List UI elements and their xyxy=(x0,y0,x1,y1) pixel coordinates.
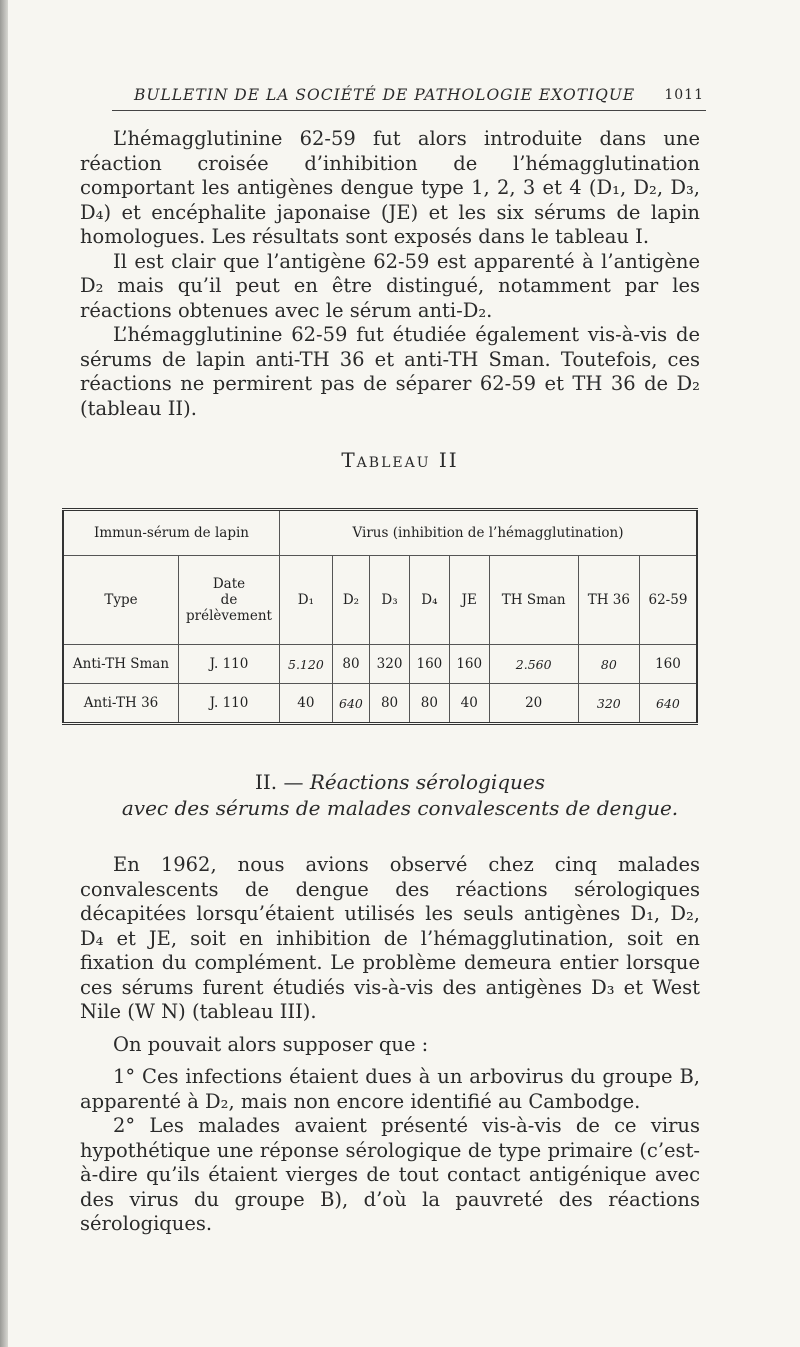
cell-value: 160 xyxy=(639,645,697,684)
cell-value: 160 xyxy=(449,645,489,684)
col-header-virus: D₃ xyxy=(370,556,410,645)
cell-value: 2.560 xyxy=(489,645,578,684)
cell-value: 320 xyxy=(370,645,410,684)
cell-value: 80 xyxy=(578,645,639,684)
cell-type: Anti-TH 36 xyxy=(63,684,179,724)
col-header-type: Type xyxy=(63,556,179,645)
table-row xyxy=(63,645,697,684)
paragraph: Il est clair que l’antigène 62-59 est apparenté à l’antigène D₂ mais qu’il peut en être distingué, notamment par les réactions obtenues avec le sérum anti-D₂. xyxy=(80,249,700,322)
cell-date: J. 110 xyxy=(179,684,280,724)
cell-value: 80 xyxy=(370,684,410,724)
cell-value: 20 xyxy=(489,684,578,724)
cell-value: 40 xyxy=(449,684,489,724)
col-header-date-line: prélèvement xyxy=(186,608,272,624)
col-header-date-line: de xyxy=(220,592,238,608)
col-header-virus: TH Sman xyxy=(489,556,578,645)
journal-title: BULLETIN DE LA SOCIÉTÉ DE PATHOLOGIE EXOTIQUE xyxy=(134,86,636,104)
paragraph: En 1962, nous avions observé chez cinq malades convalescents de dengue des réactions sérologiques décapitées lorsqu’étaient utilisés les seuls antigènes D₁, D₂, D₄ et JE, soit en inhibition de l’hémagglutination, soit en fixation du complément. Le problème demeura entier lorsque ces sérums furent étudiés vis-à-vis des antigènes D₃ et West Nile (W N) (tableau III). xyxy=(80,853,700,1023)
col-header-virus: TH 36 xyxy=(578,556,639,645)
table-title: Tableau II xyxy=(341,448,459,472)
paragraph: 2° Les malades avaient présenté vis-à-vis de ce virus hypothétique une réponse sérologique de type primaire (c’est-à-dire qu’ils étaient vierges de tout contact antigénique avec des virus du groupe B), d’où la pauvreté des réactions sérologiques. xyxy=(80,1114,700,1235)
cell-value: 160 xyxy=(409,645,449,684)
group-header-serum: Immun-sérum de lapin xyxy=(63,510,280,556)
cell-value: 640 xyxy=(332,684,369,724)
text-block-top xyxy=(80,127,700,421)
cell-type: Anti-TH Sman xyxy=(63,645,179,684)
section-number: II. — xyxy=(255,770,304,794)
col-header-virus: D₄ xyxy=(409,556,449,645)
paragraph: L’hémagglutinine 62-59 fut étudiée également vis-à-vis de sérums de lapin anti-TH 36 et anti-TH Sman. Toutefois, ces réactions ne permirent pas de séparer 62-59 et TH 36 de D₂ (tableau II). xyxy=(80,323,700,420)
cell-value: 640 xyxy=(639,684,697,724)
cell-value: 80 xyxy=(409,684,449,724)
cell-value: 80 xyxy=(332,645,369,684)
section-title-line-2: avec des sérums de malades convalescents de dengue. xyxy=(121,796,679,820)
col-header-virus: D₂ xyxy=(332,556,369,645)
cell-value: 40 xyxy=(280,684,333,724)
section-heading xyxy=(0,770,800,794)
col-header-date-line: Date xyxy=(212,576,246,592)
running-header xyxy=(112,86,706,111)
paragraph: On pouvait alors supposer que : xyxy=(113,1032,429,1056)
cell-value: 320 xyxy=(578,684,639,724)
col-header-virus: 62-59 xyxy=(639,556,697,645)
data-table xyxy=(62,508,698,725)
cell-date: J. 110 xyxy=(179,645,280,684)
paragraph: 1° Ces infections étaient dues à un arbovirus du groupe B, apparenté à D₂, mais non encore identifié au Cambodge. xyxy=(80,1065,700,1113)
col-header-virus: D₁ xyxy=(280,556,333,645)
section-title-line: Réactions sérologiques xyxy=(309,770,545,794)
page-number: 1011 xyxy=(664,87,704,103)
page-edge-shadow xyxy=(0,0,8,1347)
table-row xyxy=(63,684,697,724)
cell-value: 5.120 xyxy=(280,645,333,684)
text-block-bottom xyxy=(80,853,700,1237)
group-header-virus: Virus (inhibition de l’hémagglutination) xyxy=(280,510,698,556)
col-header-virus: JE xyxy=(449,556,489,645)
col-header-date xyxy=(179,556,280,645)
paragraph: L’hémagglutinine 62-59 fut alors introduite dans une réaction croisée d’inhibition de l’hémagglutination comportant les antigènes dengue type 1, 2, 3 et 4 (D₁, D₂, D₃, D₄) et encéphalite japonaise (JE) et les six sérums de lapin homologues. Les résultats sont exposés dans le tableau I. xyxy=(80,127,700,248)
